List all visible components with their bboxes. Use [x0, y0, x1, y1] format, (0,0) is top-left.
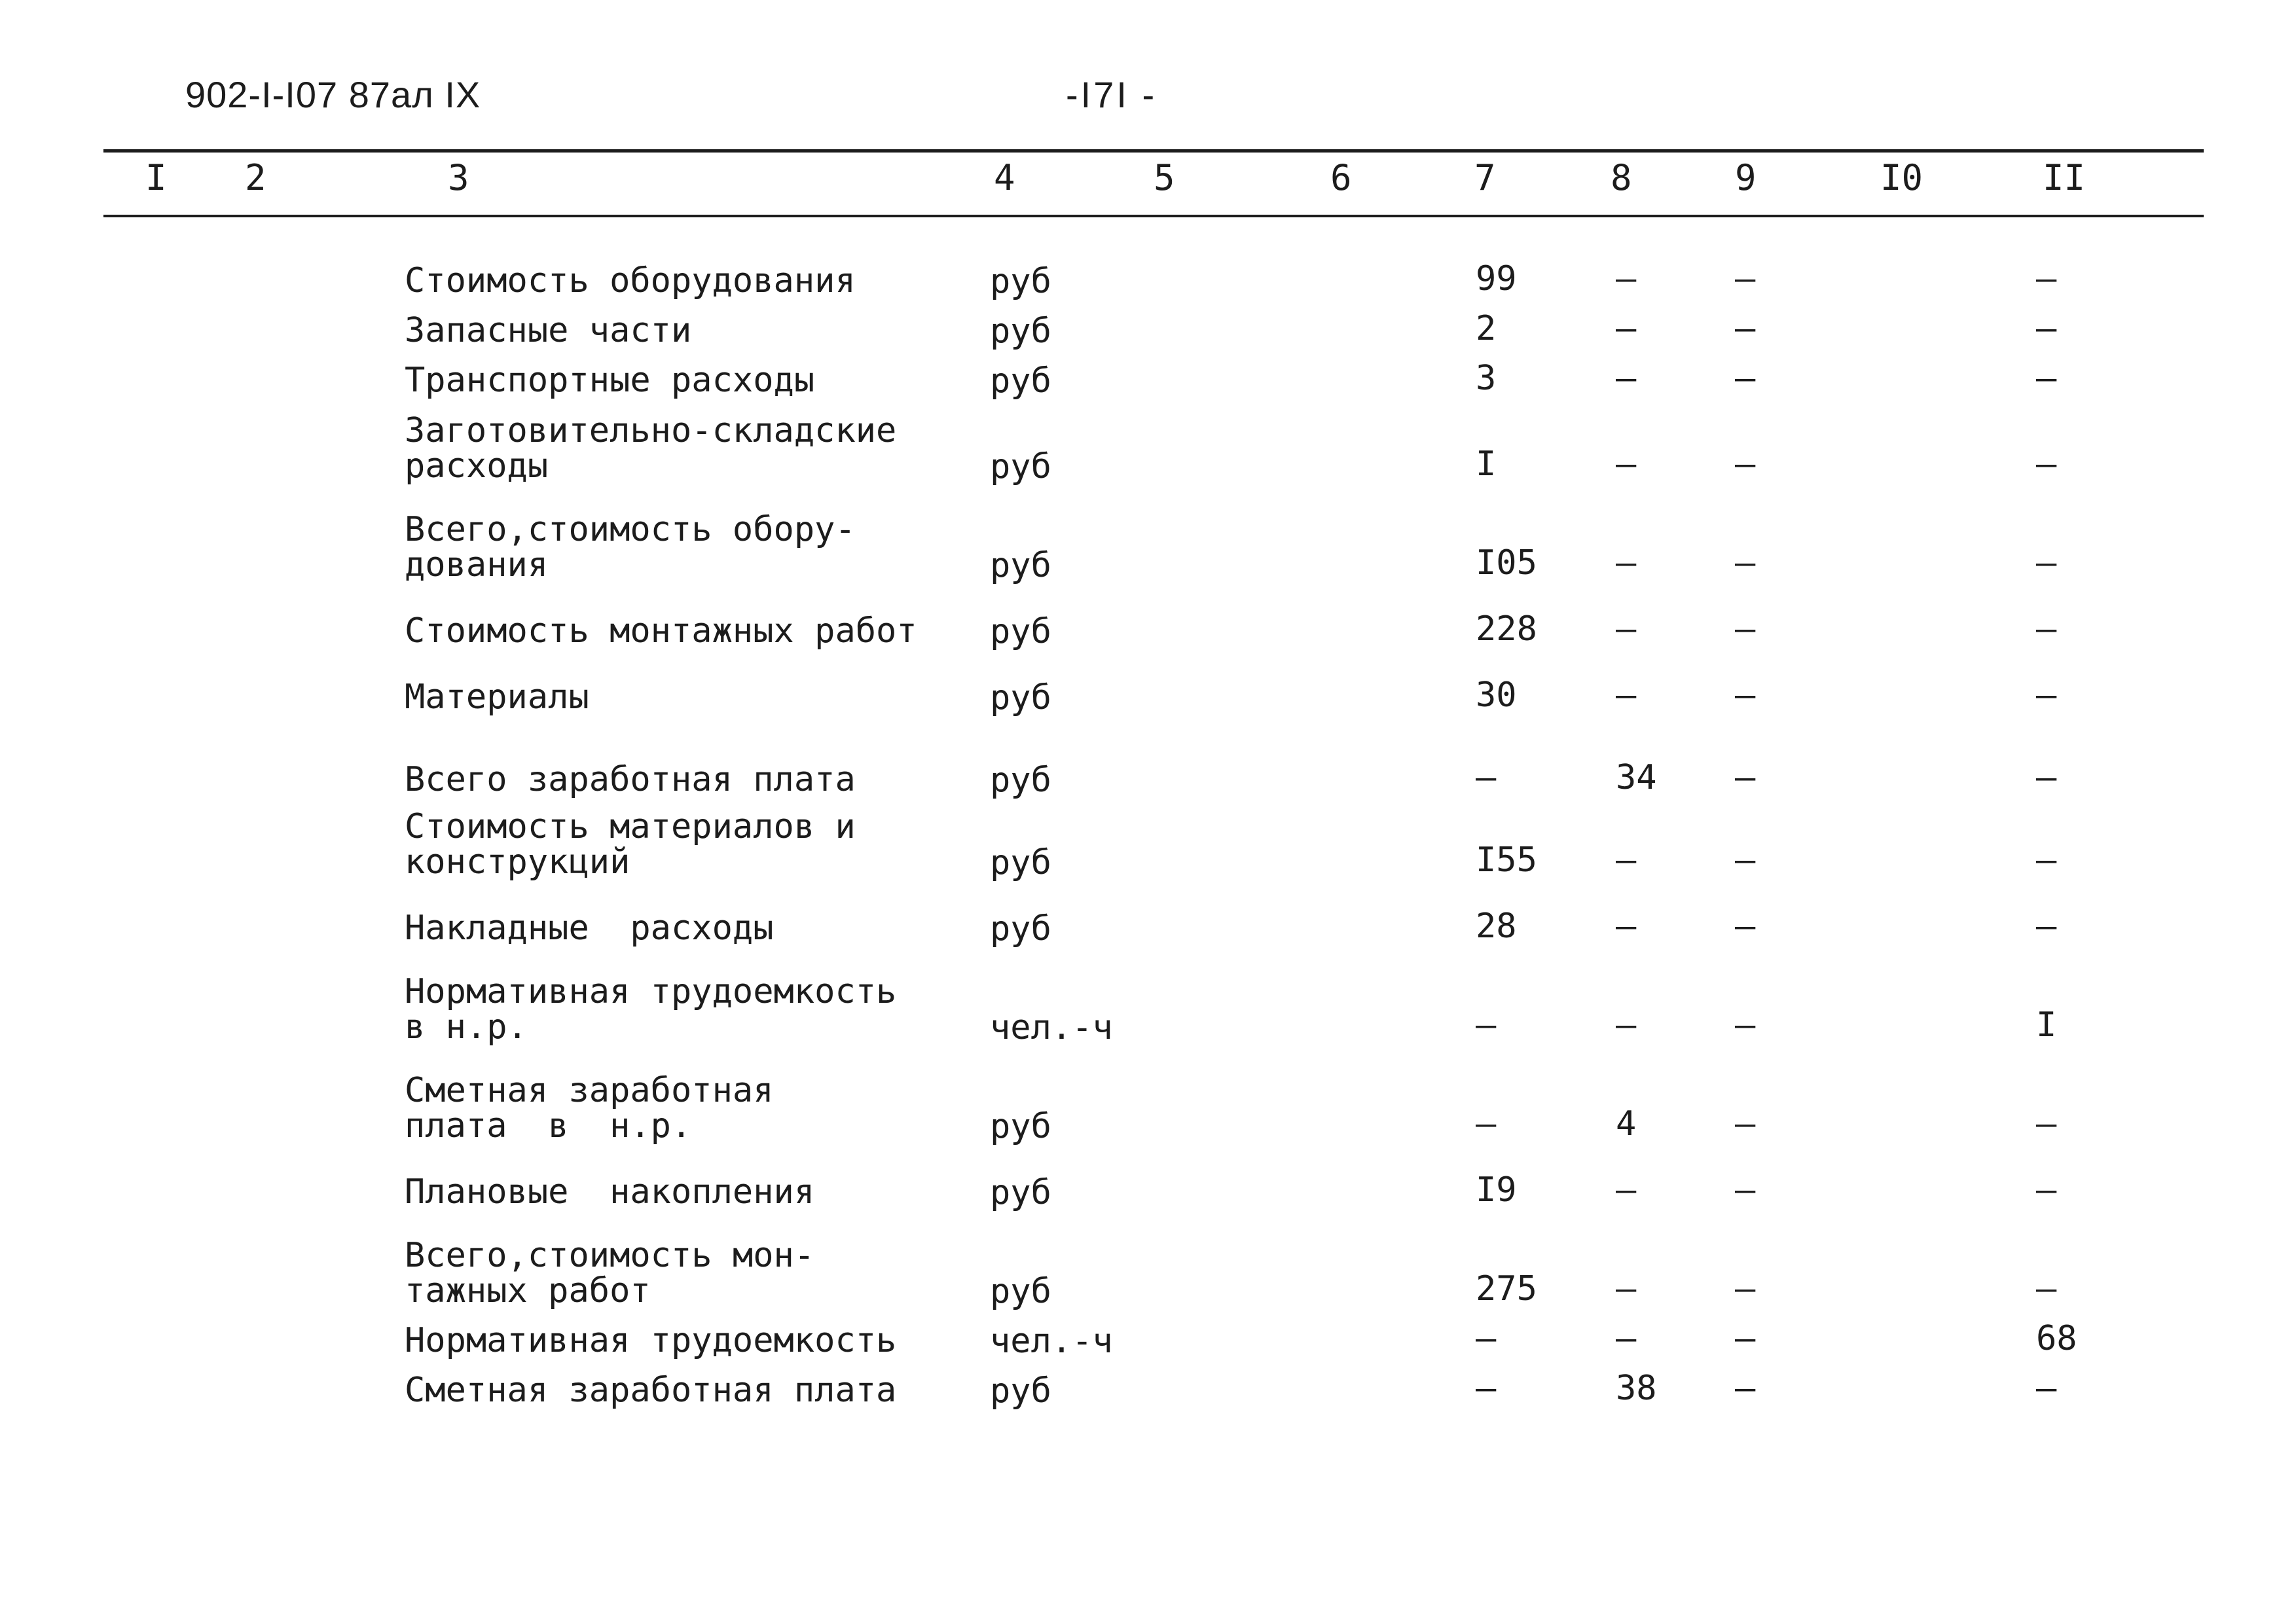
unit-cell: руб — [990, 546, 1051, 585]
row-label-line: Транспортные расходы — [405, 361, 815, 400]
col7-cell: 30 — [1476, 676, 1517, 715]
row-label-line: расходы — [405, 446, 549, 486]
col11-cell: – — [2036, 444, 2057, 484]
row-label — [405, 363, 814, 398]
col9-cell: – — [1735, 444, 1756, 484]
col7-cell: – — [1476, 1319, 1497, 1358]
col8-cell: – — [1616, 676, 1637, 715]
col7-cell: – — [1476, 1369, 1497, 1408]
col11-cell: – — [2036, 676, 2057, 715]
page-number: -I7I - — [1066, 74, 1157, 115]
column-header: 2 — [245, 157, 266, 198]
row-label-line: Стоимость материалов и — [405, 807, 856, 846]
col9-cell: – — [1735, 1005, 1756, 1045]
row-label — [405, 1174, 814, 1210]
column-header: I — [145, 157, 167, 198]
col9-cell: – — [1735, 1104, 1756, 1144]
column-header: 4 — [994, 157, 1015, 198]
col9-cell: – — [1735, 840, 1756, 880]
col11-cell: – — [2036, 309, 2057, 348]
row-label — [405, 762, 856, 797]
unit-cell: руб — [990, 1371, 1051, 1411]
row-label-line: Материалы — [405, 677, 589, 717]
col8-cell: 34 — [1616, 758, 1657, 797]
row-label — [405, 413, 896, 484]
row-label — [405, 1238, 814, 1308]
col9-cell: – — [1735, 543, 1756, 583]
row-label-line: Сметная заработная — [405, 1071, 774, 1110]
col8-cell: – — [1616, 840, 1637, 880]
col8-cell: – — [1616, 609, 1637, 649]
table-header-rule — [103, 215, 2204, 217]
row-label-line: Всего,стоимость обору- — [405, 510, 856, 549]
column-header: 3 — [448, 157, 469, 198]
col11-cell: – — [2036, 609, 2057, 649]
col8-cell: – — [1616, 259, 1637, 298]
col11-cell: – — [2036, 840, 2057, 880]
row-label-line: Нормативная трудоемкость — [405, 1321, 897, 1360]
col8-cell: – — [1616, 444, 1637, 484]
col9-cell: – — [1735, 758, 1756, 797]
unit-cell: чел.-ч — [990, 1322, 1113, 1361]
row-label — [405, 1373, 896, 1408]
col7-cell: I55 — [1476, 840, 1537, 880]
row-label-line: в н.р. — [405, 1007, 528, 1047]
col8-cell: – — [1616, 1319, 1637, 1358]
col11-cell: – — [2036, 1104, 2057, 1144]
row-label-line: Нормативная трудоемкость — [405, 972, 897, 1011]
col9-cell: – — [1735, 609, 1756, 649]
col9-cell: – — [1735, 1369, 1756, 1408]
col9-cell: – — [1735, 359, 1756, 398]
row-label-line: Сметная заработная плата — [405, 1371, 897, 1410]
col8-cell: – — [1616, 1170, 1637, 1210]
col8-cell: 38 — [1616, 1369, 1657, 1408]
unit-cell: руб — [990, 361, 1051, 401]
row-label-line: Стоимость оборудования — [405, 261, 856, 300]
column-header: 5 — [1154, 157, 1175, 198]
row-label-line: Запасные части — [405, 311, 692, 350]
column-header: II — [2043, 157, 2086, 198]
col11-cell: – — [2036, 1369, 2057, 1408]
column-header: 8 — [1611, 157, 1632, 198]
row-label-line: Стоимость монтажных работ — [405, 611, 917, 651]
col9-cell: – — [1735, 1319, 1756, 1358]
row-label — [405, 809, 856, 880]
col11-cell: – — [2036, 907, 2057, 946]
col7-cell: 275 — [1476, 1269, 1537, 1308]
row-label — [405, 679, 589, 715]
row-label-line: Всего заработная плата — [405, 760, 856, 799]
col9-cell: – — [1735, 309, 1756, 348]
col8-cell: – — [1616, 543, 1637, 583]
row-label — [405, 512, 856, 583]
col7-cell: – — [1476, 1104, 1497, 1144]
col11-cell: – — [2036, 359, 2057, 398]
col9-cell: – — [1735, 1170, 1756, 1210]
unit-cell: руб — [990, 1173, 1051, 1212]
row-label — [405, 613, 917, 649]
col7-cell: 228 — [1476, 609, 1537, 649]
col7-cell: – — [1476, 1005, 1497, 1045]
col11-cell: – — [2036, 1170, 2057, 1210]
unit-cell: руб — [990, 909, 1051, 948]
unit-cell: руб — [990, 678, 1051, 717]
unit-cell: руб — [990, 312, 1051, 351]
col8-cell: – — [1616, 1269, 1637, 1308]
row-label-line: дования — [405, 545, 549, 585]
col7-cell: – — [1476, 758, 1497, 797]
row-label-line: Плановые накопления — [405, 1172, 815, 1212]
col7-cell: 99 — [1476, 259, 1517, 298]
row-label-line: тажных работ — [405, 1271, 651, 1310]
col7-cell: I — [1476, 444, 1497, 484]
col8-cell: – — [1616, 907, 1637, 946]
col8-cell: – — [1616, 1005, 1637, 1045]
unit-cell: руб — [990, 262, 1051, 301]
unit-cell: руб — [990, 447, 1051, 486]
row-label — [405, 1073, 774, 1144]
col9-cell: – — [1735, 1269, 1756, 1308]
row-label-line: конструкций — [405, 842, 630, 882]
col7-cell: 28 — [1476, 907, 1517, 946]
unit-cell: руб — [990, 1272, 1051, 1311]
col9-cell: – — [1735, 259, 1756, 298]
document-code: 902-I-I07 87ал IX — [185, 74, 481, 115]
unit-cell: руб — [990, 1107, 1051, 1146]
col11-cell: – — [2036, 259, 2057, 298]
col11-cell: – — [2036, 758, 2057, 797]
unit-cell: руб — [990, 612, 1051, 651]
row-label-line: плата в н.р. — [405, 1106, 692, 1146]
unit-cell: чел.-ч — [990, 1008, 1113, 1047]
col11-cell: 68 — [2036, 1319, 2077, 1358]
unit-cell: руб — [990, 761, 1051, 800]
col7-cell: I9 — [1476, 1170, 1517, 1210]
row-label — [405, 911, 774, 946]
row-label — [405, 974, 896, 1045]
unit-cell: руб — [990, 843, 1051, 882]
column-header: 7 — [1474, 157, 1496, 198]
col7-cell: I05 — [1476, 543, 1537, 583]
column-header: I0 — [1880, 157, 1923, 198]
column-header: 9 — [1735, 157, 1757, 198]
col11-cell: I — [2036, 1005, 2057, 1045]
row-label — [405, 1323, 896, 1358]
row-label-line: Всего,стоимость мон- — [405, 1236, 815, 1275]
col7-cell: 2 — [1476, 309, 1497, 348]
row-label — [405, 313, 691, 348]
row-label-line: Заготовительно-складские — [405, 411, 897, 450]
col11-cell: – — [2036, 1269, 2057, 1308]
col9-cell: – — [1735, 907, 1756, 946]
col11-cell: – — [2036, 543, 2057, 583]
col9-cell: – — [1735, 676, 1756, 715]
col8-cell: 4 — [1616, 1104, 1637, 1144]
col7-cell: 3 — [1476, 359, 1497, 398]
table-top-rule — [103, 149, 2204, 153]
col8-cell: – — [1616, 309, 1637, 348]
row-label — [405, 263, 856, 298]
col8-cell: – — [1616, 359, 1637, 398]
row-label-line: Накладные расходы — [405, 909, 774, 948]
column-header: 6 — [1330, 157, 1352, 198]
